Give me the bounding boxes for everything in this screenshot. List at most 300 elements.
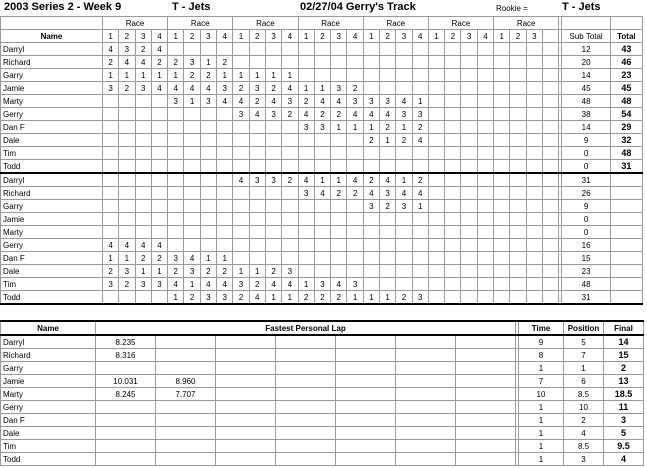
rookie-team: T - Jets (562, 1, 601, 13)
race-score-cell (428, 200, 444, 213)
race-score-cell: 4 (102, 43, 118, 56)
race-score-cell (494, 278, 510, 291)
player-row (1, 239, 643, 252)
lap-value-1 (96, 414, 156, 427)
lap-empty-cell (456, 362, 516, 375)
time-cell: 10 (519, 388, 564, 401)
race-score-cell (461, 69, 477, 82)
race-score-cell: 1 (102, 69, 118, 82)
race-score-cell (265, 121, 281, 134)
race-score-cell (510, 134, 526, 147)
position-header: Position (564, 321, 604, 335)
race-score-cell: 4 (314, 95, 330, 108)
race-score-cell (477, 252, 493, 265)
player-row (1, 56, 643, 69)
race-score-cell: 3 (363, 200, 379, 213)
race-score-cell (412, 43, 428, 56)
race-score-cell: 4 (412, 187, 428, 200)
race-score-cell: 4 (265, 278, 281, 291)
race-number-header: 2 (314, 30, 330, 43)
race-score-cell: 1 (331, 121, 347, 134)
race-score-cell (542, 291, 558, 305)
race-score-cell: 3 (249, 82, 265, 95)
race-score-cell (542, 69, 558, 82)
lap-empty-cell (216, 388, 276, 401)
race-score-cell (249, 56, 265, 69)
race-score-cell: 3 (168, 252, 184, 265)
player-row (1, 252, 643, 265)
race-score-cell (233, 226, 249, 239)
lap-empty-cell (396, 388, 456, 401)
race-score-cell (200, 134, 216, 147)
race-score-cell (314, 56, 330, 69)
race-score-cell (119, 108, 135, 121)
lap-player-name: Jamie (1, 375, 96, 388)
race-score-cell (298, 239, 314, 252)
lap-empty-cell (216, 453, 276, 466)
race-score-cell (526, 69, 542, 82)
race-score-cell (428, 147, 444, 160)
race-score-cell (542, 252, 558, 265)
race-score-cell: 4 (396, 95, 412, 108)
subtotal-header: Sub Total (562, 30, 610, 43)
race-score-cell (542, 121, 558, 134)
total-cell: 31 (610, 160, 642, 174)
race-score-cell (282, 56, 298, 69)
race-score-cell: 3 (135, 82, 151, 95)
race-score-cell (184, 173, 200, 187)
race-score-cell (265, 213, 281, 226)
total-cell (610, 239, 642, 252)
race-score-cell: 3 (200, 95, 216, 108)
race-score-cell (526, 239, 542, 252)
race-score-cell (200, 226, 216, 239)
race-score-cell (396, 226, 412, 239)
race-score-cell (217, 187, 233, 200)
race-score-cell (428, 95, 444, 108)
lap-empty-cell (456, 375, 516, 388)
race-score-cell: 4 (102, 239, 118, 252)
total-cell: 46 (610, 56, 642, 69)
race-score-cell (265, 43, 281, 56)
lap-empty-cell (396, 401, 456, 414)
player-row (1, 213, 643, 226)
race-score-cell (151, 213, 167, 226)
subtotal-cell: 0 (562, 213, 610, 226)
race-score-cell: 3 (184, 56, 200, 69)
player-row (1, 121, 643, 134)
race-number-header: 2 (249, 30, 265, 43)
race-score-cell (135, 121, 151, 134)
race-score-cell (542, 95, 558, 108)
race-score-cell (331, 265, 347, 278)
subtotal-cell: 16 (562, 239, 610, 252)
race-score-cell: 3 (379, 187, 395, 200)
race-group-header: Race (168, 17, 233, 30)
race-score-cell: 3 (151, 278, 167, 291)
race-score-cell: 1 (412, 200, 428, 213)
lap-empty-cell (336, 375, 396, 388)
race-score-cell (347, 239, 363, 252)
lap-empty-cell (276, 401, 336, 414)
race-score-cell (379, 239, 395, 252)
race-score-cell (168, 121, 184, 134)
race-score-cell (396, 252, 412, 265)
total-cell (610, 187, 642, 200)
race-score-cell (363, 160, 379, 174)
race-score-cell (102, 95, 118, 108)
total-cell (610, 291, 642, 305)
race-score-cell (331, 213, 347, 226)
time-cell: 1 (519, 453, 564, 466)
race-score-cell (445, 200, 461, 213)
race-score-cell (526, 278, 542, 291)
time-cell: 9 (519, 335, 564, 349)
race-score-cell (249, 213, 265, 226)
lap-value-1: 10.031 (96, 375, 156, 388)
race-score-cell (494, 108, 510, 121)
lap-value-1 (96, 401, 156, 414)
race-score-cell (396, 43, 412, 56)
subtotal-cell: 31 (562, 173, 610, 187)
race-score-cell: 1 (396, 121, 412, 134)
race-score-cell (461, 239, 477, 252)
race-number-header: 4 (412, 30, 428, 43)
time-cell: 7 (519, 375, 564, 388)
race-score-cell (363, 82, 379, 95)
player-row (1, 147, 643, 160)
race-score-cell (363, 239, 379, 252)
race-score-cell (396, 265, 412, 278)
race-group-header: Race (363, 17, 428, 30)
race-score-cell: 2 (135, 43, 151, 56)
lap-value-2 (156, 335, 216, 349)
race-score-cell: 1 (379, 291, 395, 305)
race-score-cell (363, 43, 379, 56)
lap-value-1 (96, 453, 156, 466)
race-score-cell (526, 160, 542, 174)
race-score-cell (233, 147, 249, 160)
race-score-cell (412, 69, 428, 82)
race-score-cell (151, 108, 167, 121)
lap-value-2 (156, 440, 216, 453)
race-score-cell: 1 (265, 69, 281, 82)
race-score-cell (298, 265, 314, 278)
race-score-cell (379, 213, 395, 226)
race-score-cell (461, 134, 477, 147)
race-score-cell (510, 265, 526, 278)
race-score-cell: 2 (184, 69, 200, 82)
player-name: Gerry (1, 108, 103, 121)
race-score-cell (477, 95, 493, 108)
race-score-cell: 3 (298, 187, 314, 200)
final-cell: 11 (604, 401, 644, 414)
race-score-cell (265, 200, 281, 213)
race-score-cell (135, 160, 151, 174)
lap-row (1, 453, 644, 466)
race-score-cell: 4 (265, 95, 281, 108)
race-score-cell (249, 160, 265, 174)
race-score-cell (445, 82, 461, 95)
race-score-cell (526, 173, 542, 187)
race-score-cell (477, 226, 493, 239)
race-score-cell (298, 134, 314, 147)
race-score-cell: 1 (249, 265, 265, 278)
race-score-cell (135, 173, 151, 187)
race-score-cell (526, 134, 542, 147)
race-score-cell (265, 252, 281, 265)
race-score-cell (379, 147, 395, 160)
race-score-cell (314, 160, 330, 174)
race-score-cell (510, 213, 526, 226)
lap-empty-cell (276, 427, 336, 440)
race-score-cell (151, 134, 167, 147)
race-number-header: 4 (347, 30, 363, 43)
race-score-cell (526, 56, 542, 69)
race-score-cell (282, 121, 298, 134)
race-score-cell (379, 160, 395, 174)
race-score-cell: 3 (314, 278, 330, 291)
race-score-cell: 2 (379, 200, 395, 213)
race-score-cell (298, 160, 314, 174)
lap-empty-cell (216, 401, 276, 414)
race-score-cell (510, 82, 526, 95)
race-score-cell (184, 200, 200, 213)
race-score-cell (184, 147, 200, 160)
lap-value-1: 8.235 (96, 335, 156, 349)
race-score-cell (168, 213, 184, 226)
total-cell: 48 (610, 95, 642, 108)
race-score-cell: 1 (282, 291, 298, 305)
race-score-cell (200, 187, 216, 200)
race-score-cell (510, 69, 526, 82)
race-score-cell (477, 213, 493, 226)
race-score-cell (151, 121, 167, 134)
race-score-cell (102, 134, 118, 147)
race-score-cell (298, 69, 314, 82)
race-score-cell (445, 239, 461, 252)
lap-empty-cell (396, 414, 456, 427)
name-header: Name (1, 30, 103, 43)
race-score-cell (477, 265, 493, 278)
race-score-cell: 2 (396, 291, 412, 305)
race-score-cell: 1 (249, 69, 265, 82)
race-score-cell (347, 252, 363, 265)
race-score-cell: 1 (282, 69, 298, 82)
race-score-cell: 1 (119, 69, 135, 82)
lap-empty-cell (336, 349, 396, 362)
race-score-cell: 4 (363, 187, 379, 200)
final-cell: 18.5 (604, 388, 644, 401)
lap-player-name: Garry (1, 362, 96, 375)
race-score-cell (428, 291, 444, 305)
subtotal-cell: 9 (562, 200, 610, 213)
lap-empty-cell (396, 335, 456, 349)
race-score-cell: 2 (168, 56, 184, 69)
race-score-cell (314, 213, 330, 226)
race-score-cell: 4 (184, 82, 200, 95)
race-score-cell: 4 (331, 95, 347, 108)
race-score-cell (428, 134, 444, 147)
race-score-cell (542, 108, 558, 121)
race-score-cell (265, 239, 281, 252)
race-score-cell (102, 213, 118, 226)
race-score-cell (282, 252, 298, 265)
race-score-cell: 2 (331, 291, 347, 305)
subtotal-cell: 12 (562, 43, 610, 56)
race-score-cell (412, 278, 428, 291)
race-score-cell (119, 95, 135, 108)
lap-value-2: 8.960 (156, 375, 216, 388)
total-cell: 29 (610, 121, 642, 134)
race-score-cell (477, 160, 493, 174)
race-score-cell: 2 (282, 108, 298, 121)
lap-empty-cell (336, 335, 396, 349)
race-number-header: 1 (428, 30, 444, 43)
race-score-cell (379, 252, 395, 265)
race-score-cell: 3 (347, 278, 363, 291)
race-score-cell: 2 (119, 278, 135, 291)
race-score-cell (347, 56, 363, 69)
race-score-cell (526, 95, 542, 108)
total-header-top (610, 17, 642, 30)
player-name: Marty (1, 226, 103, 239)
race-score-cell (102, 173, 118, 187)
race-score-cell: 3 (200, 291, 216, 305)
race-score-cell (102, 200, 118, 213)
subtotal-cell: 14 (562, 121, 610, 134)
race-score-cell: 4 (331, 278, 347, 291)
lap-empty-cell (336, 440, 396, 453)
race-score-cell (119, 187, 135, 200)
lap-value-2 (156, 453, 216, 466)
race-score-cell (428, 43, 444, 56)
race-score-cell (119, 147, 135, 160)
lap-value-2 (156, 427, 216, 440)
lap-empty-cell (396, 349, 456, 362)
race-score-cell (151, 95, 167, 108)
race-score-cell: 3 (168, 95, 184, 108)
lap-value-1 (96, 427, 156, 440)
race-score-cell (428, 252, 444, 265)
player-name: Gerry (1, 239, 103, 252)
race-score-cell (445, 108, 461, 121)
lap-value-1: 8.245 (96, 388, 156, 401)
total-cell: 45 (610, 82, 642, 95)
race-score-cell: 4 (249, 291, 265, 305)
race-score-cell: 2 (102, 265, 118, 278)
fastest-lap-header: Fastest Personal Lap (96, 321, 516, 335)
race-score-cell: 1 (200, 56, 216, 69)
race-score-cell (542, 134, 558, 147)
race-score-cell (428, 69, 444, 82)
race-number-header (542, 30, 558, 43)
lap-empty-cell (276, 388, 336, 401)
race-score-cell (363, 278, 379, 291)
race-score-cell: 1 (347, 291, 363, 305)
race-score-cell (282, 213, 298, 226)
total-cell (610, 173, 642, 187)
lap-row (1, 349, 644, 362)
race-score-cell (249, 187, 265, 200)
race-score-cell (412, 213, 428, 226)
player-row (1, 108, 643, 121)
race-score-cell (298, 226, 314, 239)
race-score-cell: 4 (151, 43, 167, 56)
race-score-cell (396, 213, 412, 226)
race-score-cell: 3 (233, 278, 249, 291)
race-score-cell: 2 (102, 56, 118, 69)
lap-value-1 (96, 440, 156, 453)
race-score-cell: 2 (265, 82, 281, 95)
race-number-header: 3 (396, 30, 412, 43)
race-score-cell (168, 134, 184, 147)
race-score-cell (396, 278, 412, 291)
race-score-cell (477, 82, 493, 95)
race-score-cell (445, 265, 461, 278)
player-name: Todd (1, 160, 103, 174)
race-score-cell (510, 252, 526, 265)
race-score-cell (314, 226, 330, 239)
race-score-cell (494, 252, 510, 265)
race-score-cell (494, 121, 510, 134)
race-score-cell (363, 56, 379, 69)
race-score-cell: 4 (298, 173, 314, 187)
race-score-cell (200, 213, 216, 226)
race-score-cell (200, 108, 216, 121)
race-score-cell (510, 43, 526, 56)
race-score-cell: 4 (168, 278, 184, 291)
race-score-cell (396, 82, 412, 95)
race-score-cell: 4 (363, 108, 379, 121)
race-score-cell (412, 147, 428, 160)
race-score-cell (184, 134, 200, 147)
race-score-cell (200, 43, 216, 56)
race-score-cell (396, 239, 412, 252)
lap-player-name: Todd (1, 453, 96, 466)
subtotal-cell: 14 (562, 69, 610, 82)
lap-row (1, 362, 644, 375)
race-score-cell (526, 108, 542, 121)
lap-value-1: 8.316 (96, 349, 156, 362)
player-name: Jamie (1, 82, 103, 95)
race-score-cell: 2 (379, 121, 395, 134)
race-score-cell (184, 43, 200, 56)
lap-empty-cell (216, 375, 276, 388)
race-score-cell (265, 226, 281, 239)
race-score-cell (445, 43, 461, 56)
race-score-cell (363, 226, 379, 239)
race-number-header: 2 (184, 30, 200, 43)
position-cell: 10 (564, 401, 604, 414)
race-score-cell: 2 (347, 187, 363, 200)
race-score-cell: 3 (249, 173, 265, 187)
lap-empty-cell (456, 349, 516, 362)
race-number-header: 3 (526, 30, 542, 43)
race-score-cell (526, 187, 542, 200)
race-score-cell (494, 69, 510, 82)
race-score-cell (184, 187, 200, 200)
race-score-cell: 3 (217, 82, 233, 95)
lap-empty-cell (276, 414, 336, 427)
race-score-cell (396, 69, 412, 82)
race-score-cell (461, 43, 477, 56)
race-score-cell (233, 187, 249, 200)
race-score-cell (135, 108, 151, 121)
time-cell: 1 (519, 362, 564, 375)
race-score-cell: 2 (168, 265, 184, 278)
race-score-cell: 3 (396, 200, 412, 213)
